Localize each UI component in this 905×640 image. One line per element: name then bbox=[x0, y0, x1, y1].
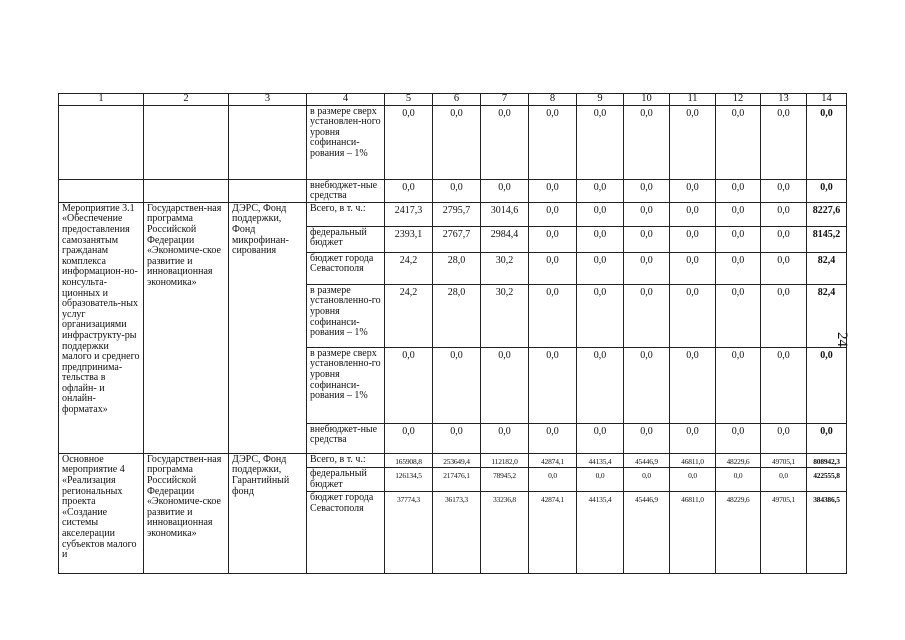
value-cell: 3014,6 bbox=[481, 202, 529, 226]
total-value-cell: 8145,2 bbox=[807, 226, 847, 252]
value-cell: 0,0 bbox=[670, 252, 716, 284]
value-cell: 24,2 bbox=[385, 284, 433, 347]
value-cell: 0,0 bbox=[529, 226, 577, 252]
value-cell: 0,0 bbox=[761, 284, 807, 347]
value-cell: 28,0 bbox=[433, 252, 481, 284]
value-cell: 0,0 bbox=[624, 252, 670, 284]
measure-name-cell: Основное мероприятие 4 «Реализация региональных проекта «Создание системы акселерации субъектов малого и bbox=[59, 453, 144, 574]
col-header: 12 bbox=[716, 94, 761, 106]
value-cell: 0,0 bbox=[433, 423, 481, 453]
value-cell: 217476,1 bbox=[433, 468, 481, 492]
value-cell: 0,0 bbox=[624, 202, 670, 226]
program-cell: Государствен-ная программа Российской Федерации «Экономиче-ское развитие и инновационная экономика» bbox=[144, 202, 229, 453]
measure-name-cell: Мероприятие 3.1 «Обеспечение предоставления самозанятым гражданам комплекса информацион-но-консульта-ционных и образователь-ных услуг организациями инфраструкту-ры поддержки малого и среднего предпринима-тельства в офлайн- и онлайн-форматах» bbox=[59, 202, 144, 453]
value-cell: 0,0 bbox=[670, 284, 716, 347]
value-cell: 42874,1 bbox=[529, 453, 577, 468]
value-cell: 0,0 bbox=[577, 252, 624, 284]
value-cell: 0,0 bbox=[481, 105, 529, 179]
value-cell: 0,0 bbox=[761, 423, 807, 453]
col-header: 2 bbox=[144, 94, 229, 106]
value-cell: 44135,4 bbox=[577, 453, 624, 468]
total-value-cell: 8227,6 bbox=[807, 202, 847, 226]
value-cell: 0,0 bbox=[716, 252, 761, 284]
value-cell: 2795,7 bbox=[433, 202, 481, 226]
value-cell: 0,0 bbox=[670, 226, 716, 252]
total-value-cell: 384386,5 bbox=[807, 492, 847, 574]
value-cell: 0,0 bbox=[761, 105, 807, 179]
total-value-cell: 0,0 bbox=[807, 347, 847, 423]
col-header: 14 bbox=[807, 94, 847, 106]
value-cell: 0,0 bbox=[624, 423, 670, 453]
value-cell: 0,0 bbox=[529, 468, 577, 492]
value-cell: 0,0 bbox=[716, 284, 761, 347]
col-header: 9 bbox=[577, 94, 624, 106]
funding-source-cell: в размере сверх установленно-го уровня софинанси-рования – 1% bbox=[307, 347, 385, 423]
value-cell: 0,0 bbox=[761, 252, 807, 284]
value-cell: 0,0 bbox=[385, 423, 433, 453]
value-cell: 0,0 bbox=[529, 347, 577, 423]
col-header: 13 bbox=[761, 94, 807, 106]
col-header: 1 bbox=[59, 94, 144, 106]
value-cell: 0,0 bbox=[716, 423, 761, 453]
value-cell: 0,0 bbox=[716, 202, 761, 226]
value-cell: 0,0 bbox=[624, 179, 670, 202]
value-cell: 0,0 bbox=[761, 468, 807, 492]
total-value-cell: 0,0 bbox=[807, 179, 847, 202]
value-cell: 0,0 bbox=[529, 179, 577, 202]
col-header: 11 bbox=[670, 94, 716, 106]
value-cell: 0,0 bbox=[577, 202, 624, 226]
value-cell: 0,0 bbox=[624, 347, 670, 423]
value-cell: 49705,1 bbox=[761, 453, 807, 468]
value-cell: 165908,8 bbox=[385, 453, 433, 468]
value-cell: 2767,7 bbox=[433, 226, 481, 252]
value-cell: 0,0 bbox=[761, 226, 807, 252]
value-cell: 44135,4 bbox=[577, 492, 624, 574]
document-table-page bbox=[58, 93, 846, 574]
value-cell: 0,0 bbox=[624, 284, 670, 347]
header-row bbox=[59, 94, 847, 106]
value-cell: 0,0 bbox=[529, 284, 577, 347]
value-cell: 78945,2 bbox=[481, 468, 529, 492]
value-cell: 0,0 bbox=[577, 284, 624, 347]
table-row bbox=[59, 202, 847, 226]
value-cell: 46811,0 bbox=[670, 492, 716, 574]
value-cell: 24,2 bbox=[385, 252, 433, 284]
value-cell: 45446,9 bbox=[624, 453, 670, 468]
value-cell: 0,0 bbox=[716, 347, 761, 423]
col-header: 4 bbox=[307, 94, 385, 106]
value-cell: 42874,1 bbox=[529, 492, 577, 574]
table-row bbox=[59, 179, 847, 202]
program-cell: Государствен-ная программа Российской Федерации «Экономиче-ское развитие и инновационная экономика» bbox=[144, 453, 229, 574]
value-cell: 126134,5 bbox=[385, 468, 433, 492]
value-cell: 0,0 bbox=[670, 423, 716, 453]
value-cell: 0,0 bbox=[624, 226, 670, 252]
value-cell: 0,0 bbox=[433, 105, 481, 179]
value-cell: 0,0 bbox=[761, 179, 807, 202]
value-cell: 0,0 bbox=[577, 179, 624, 202]
value-cell: 2417,3 bbox=[385, 202, 433, 226]
total-value-cell: 0,0 bbox=[807, 423, 847, 453]
funding-source-cell: бюджет города Севастополя bbox=[307, 252, 385, 284]
value-cell: 49705,1 bbox=[761, 492, 807, 574]
value-cell: 0,0 bbox=[577, 105, 624, 179]
col-header: 3 bbox=[229, 94, 307, 106]
value-cell: 112182,0 bbox=[481, 453, 529, 468]
value-cell: 0,0 bbox=[529, 105, 577, 179]
page-number: 24 bbox=[834, 332, 850, 347]
value-cell: 0,0 bbox=[433, 347, 481, 423]
value-cell: 0,0 bbox=[716, 468, 761, 492]
col-header: 8 bbox=[529, 94, 577, 106]
value-cell: 0,0 bbox=[385, 105, 433, 179]
value-cell: 0,0 bbox=[716, 105, 761, 179]
value-cell: 0,0 bbox=[529, 423, 577, 453]
value-cell: 0,0 bbox=[624, 468, 670, 492]
col-header: 10 bbox=[624, 94, 670, 106]
total-value-cell: 808942,3 bbox=[807, 453, 847, 468]
total-value-cell: 422555,8 bbox=[807, 468, 847, 492]
executor-cell: ДЭРС, Фонд поддержки, Гарантийный фонд bbox=[229, 453, 307, 574]
funding-source-cell: федеральный бюджет bbox=[307, 226, 385, 252]
value-cell: 0,0 bbox=[481, 423, 529, 453]
funding-source-cell: федеральный бюджет bbox=[307, 468, 385, 492]
value-cell: 0,0 bbox=[670, 468, 716, 492]
value-cell: 0,0 bbox=[716, 226, 761, 252]
value-cell: 0,0 bbox=[761, 347, 807, 423]
table-row bbox=[59, 105, 847, 179]
value-cell: 0,0 bbox=[761, 202, 807, 226]
value-cell: 33236,8 bbox=[481, 492, 529, 574]
value-cell: 0,0 bbox=[577, 226, 624, 252]
funding-table bbox=[58, 93, 847, 574]
value-cell: 37774,3 bbox=[385, 492, 433, 574]
value-cell: 0,0 bbox=[670, 347, 716, 423]
value-cell: 0,0 bbox=[577, 347, 624, 423]
value-cell: 30,2 bbox=[481, 252, 529, 284]
table-row bbox=[59, 453, 847, 468]
funding-source-cell: в размере сверх установлен-ного уровня софинанси-рования – 1% bbox=[307, 105, 385, 179]
value-cell: 0,0 bbox=[481, 347, 529, 423]
value-cell: 46811,0 bbox=[670, 453, 716, 468]
funding-source-cell: внебюджет-ные средства bbox=[307, 179, 385, 202]
col-header: 6 bbox=[433, 94, 481, 106]
value-cell: 0,0 bbox=[577, 468, 624, 492]
funding-source-cell: Всего, в т. ч.: bbox=[307, 453, 385, 468]
funding-source-cell: в размере установленно-го уровня софинанси-рования – 1% bbox=[307, 284, 385, 347]
value-cell: 0,0 bbox=[385, 347, 433, 423]
total-value-cell: 82,4 bbox=[807, 252, 847, 284]
value-cell: 0,0 bbox=[529, 252, 577, 284]
value-cell: 2984,4 bbox=[481, 226, 529, 252]
value-cell: 48229,6 bbox=[716, 492, 761, 574]
value-cell: 36173,3 bbox=[433, 492, 481, 574]
value-cell: 0,0 bbox=[624, 105, 670, 179]
value-cell: 30,2 bbox=[481, 284, 529, 347]
value-cell: 0,0 bbox=[577, 423, 624, 453]
value-cell: 45446,9 bbox=[624, 492, 670, 574]
value-cell: 253649,4 bbox=[433, 453, 481, 468]
total-value-cell: 0,0 bbox=[807, 105, 847, 179]
funding-source-cell: Всего, в т. ч.: bbox=[307, 202, 385, 226]
value-cell: 0,0 bbox=[433, 179, 481, 202]
value-cell: 0,0 bbox=[529, 202, 577, 226]
value-cell: 2393,1 bbox=[385, 226, 433, 252]
value-cell: 0,0 bbox=[670, 105, 716, 179]
value-cell: 0,0 bbox=[670, 179, 716, 202]
value-cell: 0,0 bbox=[716, 179, 761, 202]
funding-source-cell: бюджет города Севастополя bbox=[307, 492, 385, 574]
value-cell: 28,0 bbox=[433, 284, 481, 347]
funding-source-cell: внебюджет-ные средства bbox=[307, 423, 385, 453]
col-header: 5 bbox=[385, 94, 433, 106]
value-cell: 48229,6 bbox=[716, 453, 761, 468]
col-header: 7 bbox=[481, 94, 529, 106]
value-cell: 0,0 bbox=[385, 179, 433, 202]
value-cell: 0,0 bbox=[481, 179, 529, 202]
executor-cell: ДЭРС, Фонд поддержки, Фонд микрофинан-сирования bbox=[229, 202, 307, 453]
value-cell: 0,0 bbox=[670, 202, 716, 226]
total-value-cell: 82,4 bbox=[807, 284, 847, 347]
